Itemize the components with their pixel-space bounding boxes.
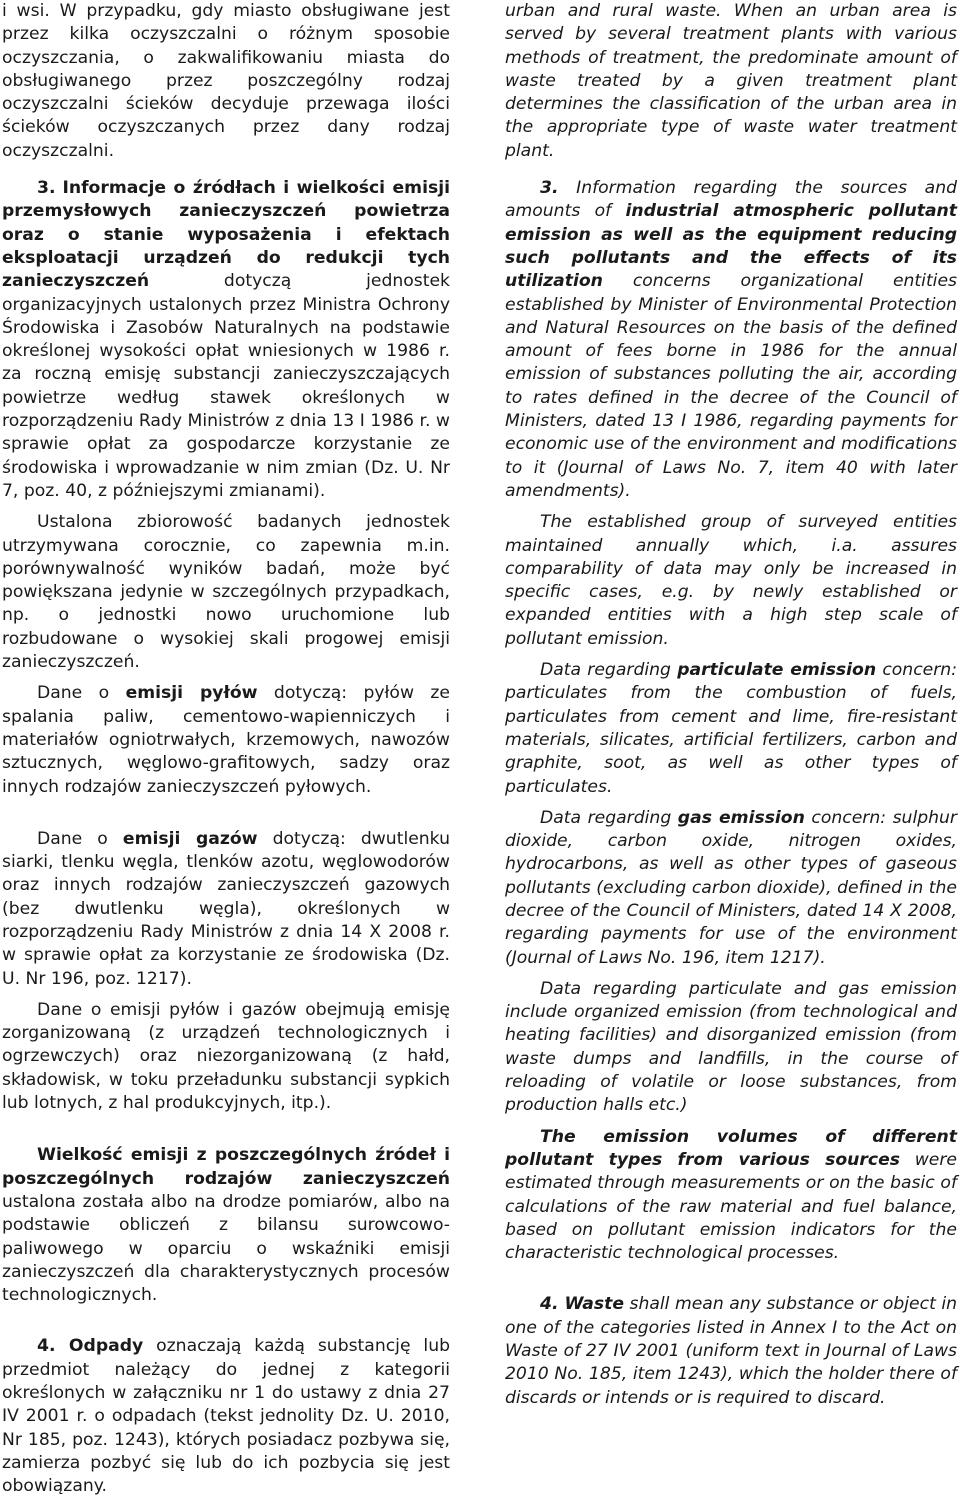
pl-paragraph-wastewater: i wsi. W przypadku, gdy miasto obsługiwane jest przez kilka oczyszczalni o różnym sposobie oczyszczania, o zakwalifikowaniu miasta do obsługiwanego przez poszczególny rodzaj oczyszczalni ścieków decyduje przewaga ilości ścieków oczyszczanych przez dany rodzaj oczyszczalni. <box>2 1 450 161</box>
pl-particulates-term: emisji pyłów <box>125 683 258 704</box>
english-column <box>505 0 957 1428</box>
en-paragraph-particulates: Data regarding particulate emission concern: particulates from the combustion of fuels, particulates from cement and lime, fire-resistant materials, silicates, artificial fertilizers, carbon and graphite, soot, as well as other types of particulates. <box>505 660 957 797</box>
en-emission-volume-heading: The emission volumes of different pollutant types from various sources <box>505 1126 957 1170</box>
pl-section-3-number: 3. <box>37 178 56 199</box>
pl-paragraph-waste: 4. Odpady oznaczają każdą substancję lub przedmiot należący do jednej z kategorii określonych w załączniku nr 1 do ustawy z dnia 27 IV 2001 r. o odpadach (tekst jednolity Dz. U. 2010, Nr 185, poz. 1243), których posiadacz pozbywa się, zamierza pozbyć się lub do ich pozbycia się jest obowiązany. <box>2 1336 451 1497</box>
en-paragraph-gases: Data regarding gas emission concern: sulphur dioxide, carbon oxide, nitrogen oxides, hydrocarbons, as well as other types of gaseous pollutants (excluding carbon dioxide), defined in the decree of the Council of Ministers, dated 14 X 2008, regarding payments for use of the environment (Journal of Laws No. 196, item 1217). <box>505 807 957 968</box>
en-paragraph-air-emission: 3. Information regarding the sources and amounts of industrial atmospheric pollutant emission as well as the equipment reducing such pollutants and the effects of its utilization concerns organizational entities established by Minister of Environmental Protection and Natural Resources on the basis of the defined amount of fees borne in 1986 for the annual emission of substances polluting the air, according to rates defined in the decree of the Council of Ministers, dated 13 I 1986, regarding payments for economic use of the environment and modifications to it (Journal of Laws No. 7, item 40 with later amendments). <box>505 178 957 501</box>
pl-paragraph-organized-emission: Dane o emisji pyłów i gazów obejmują emisję zorganizowaną (z urządzeń technologicznych i ogrzewczych) oraz niezorganizowaną (z hałd, składowisk, w toku przeładunku substancji sypkich lub lotnych, z hal produkcyjnych, itp.). <box>2 999 450 1114</box>
en-section-3-heading: industrial atmospheric pollutant emission as well as the equipment reducing such pollutants and the effects of its utilization <box>505 201 957 292</box>
pl-paragraph-air-emission <box>2 177 450 503</box>
en-paragraph-waste: 4. Waste shall mean any substance or object in one of the categories listed in Annex I to the Act on Waste of 27 IV 2001 (uniform text in Journal of Laws 2010 No. 185, item 1243), which the holder there of discards or intends or is required to discard. <box>505 1294 957 1408</box>
en-paragraph-wastewater: urban and rural waste. When an urban area is served by several treatment plants with various methods of treatment, the predominate amount of waste treated by a given treatment plant determines the classification of the urban area in the appropriate type of waste water treatment plant. <box>505 1 957 161</box>
en-paragraph-surveyed-group: The established group of surveyed entities maintained annually which, i.a. assures comparability of data may only be increased in specific cases, e.g. by newly established or expanded entities with a high step scale of pollutant emission. <box>505 512 957 649</box>
en-section-4-heading: 4. Waste <box>540 1294 625 1315</box>
en-gases-term: gas emission <box>677 807 805 828</box>
pl-gases-term: emisji gazów <box>122 828 258 849</box>
polish-column <box>2 0 451 1497</box>
en-paragraph-emission-volume: The emission volumes of different pollutant types from various sources were estimated through measurements or on the basic of calculations of the raw material and fuel balance, based on pollutant emission indicators for the characteristic technological processes. <box>505 1126 957 1264</box>
pl-paragraph-emission-volume: Wielkość emisji z poszczególnych źródeł i poszczególnych rodzajów zanieczyszczeń ustalona została albo na drodze pomiarów, albo na podstawie obliczeń z bilansu surowcowo-paliwowego w oparciu o wskaźniki emisji zanieczyszczeń dla charakterystycznych procesów technologicznych. <box>2 1145 450 1306</box>
pl-section-4-heading: 4. Odpady <box>37 1336 144 1357</box>
pl-paragraph-particulates: Dane o emisji pyłów dotyczą: pyłów ze spalania paliw, cementowo-wapienniczych i materiałów ogniotrwałych, krzemowych, nawozów sztucznych, węglowo-grafitowych, sadzy oraz innych rodzajów zanieczyszczeń pyłowych. <box>2 683 450 797</box>
en-paragraph-organized-emission: Data regarding particulate and gas emission include organized emission (from technological and heating facilities) and disorganized emission (from waste dumps and landfills, in the course of reloading of volatile or loose substances, from production halls etc.) <box>505 978 957 1116</box>
pl-section-3-text: dotyczą jednostek organizacyjnych ustalonych przez Ministra Ochrony Środowiska i Zasobów Naturalnych na podstawie określonej wysokości opłat wniesionych w 1986 r. za roczną emisję substancji zanieczyszczających powietrze według stawek określonych w rozporządzeniu Rady Ministrów z dnia 13 I 1986 r. w sprawie opłat za gospodarcze korzystanie ze środowiska i wprowadzanie w nim zmian (Dz. U. Nr 7, poz. 40, z późniejszymi zmianami). <box>2 271 450 501</box>
pl-section-3-heading: Informacje o źródłach i wielkości emisji przemysłowych zanieczyszczeń powietrza oraz o stanie wyposażenia i efektach eksploatacji urządzeń do redukcji tych zanieczyszczeń <box>2 178 450 292</box>
pl-paragraph-gases: Dane o emisji gazów dotyczą: dwutlenku siarki, tlenku węgla, tlenków azotu, węglowodorów oraz innych rodzajów zanieczyszczeń gazowych (bez dwutlenku węgla), określonych w rozporządzeniu Rady Ministrów z dnia 14 X 2008 r. w sprawie opłat za korzystanie ze środowiska (Dz. U. Nr 196, poz. 1217). <box>2 828 450 989</box>
pl-paragraph-surveyed-group: Ustalona zbiorowość badanych jednostek utrzymywana corocznie, co zapewnia m.in. porównywalność wyników badań, może być powiększana jedynie w szczególnych przypadkach, np. o jednostki nowo uruchomione lub rozbudowane o wysokiej skali progowej emisji zanieczyszczeń. <box>2 512 450 673</box>
en-section-3-number: 3. <box>540 178 559 199</box>
en-particulates-term: particulate emission <box>677 660 877 681</box>
pl-emission-volume-heading: Wielkość emisji z poszczególnych źródeł i poszczególnych rodzajów zanieczyszczeń <box>2 1145 450 1189</box>
